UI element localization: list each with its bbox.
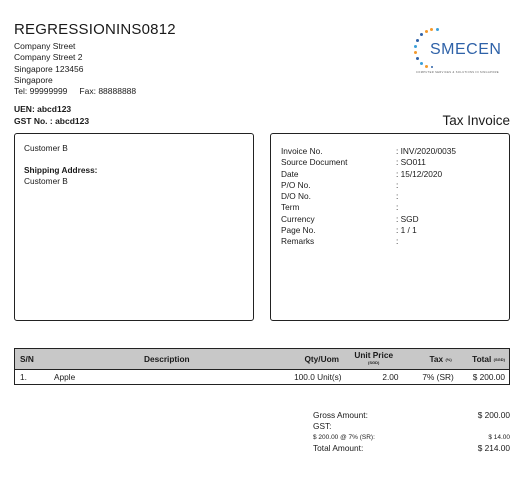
gross-amount-value: $ 200.00	[477, 410, 510, 420]
cell-sn: 1.	[20, 372, 27, 382]
table-row	[15, 370, 509, 384]
header-unit-price	[339, 349, 398, 369]
info-key: Source Document	[281, 157, 348, 168]
billing-box	[14, 133, 254, 321]
info-row-po-no	[281, 180, 499, 191]
info-key: Remarks	[281, 236, 315, 247]
header-unit-price-currency: (SGD)	[368, 360, 380, 365]
info-key: Page No.	[281, 225, 316, 236]
logo-dot-icon	[416, 57, 419, 60]
gst-row	[313, 421, 510, 432]
gst-line-row	[313, 433, 510, 443]
header-description: Description	[143, 354, 190, 364]
logo-dot-icon	[420, 62, 423, 65]
logo-dot-icon	[425, 30, 428, 33]
address-line-2: Company Street 2	[14, 52, 83, 63]
logo-dot-icon	[431, 66, 433, 68]
invoice-info-box	[270, 133, 510, 321]
logo-dot-icon	[414, 51, 417, 54]
info-value: : SO011	[396, 157, 426, 168]
document-title: Tax Invoice	[442, 113, 510, 128]
tel-number: Tel: 99999999	[14, 86, 68, 97]
registration-info	[14, 103, 89, 127]
shipping-address-label: Shipping Address:	[24, 165, 98, 175]
company-address	[14, 41, 136, 97]
gst-label: GST:	[313, 421, 332, 432]
header-total-label: Total	[472, 354, 492, 364]
cell-unit-price: 2.00	[382, 372, 399, 382]
cell-description: Apple	[53, 372, 76, 382]
address-line-1: Company Street	[14, 41, 76, 51]
info-key: Date	[281, 168, 299, 179]
info-row-source-document	[281, 157, 499, 168]
total-amount-row	[313, 443, 510, 454]
info-value: :	[396, 191, 399, 202]
header-qty: Qty/Uom	[304, 354, 340, 364]
info-key: Currency	[281, 213, 315, 224]
info-row-invoice-no	[281, 146, 499, 157]
logo-dot-icon	[420, 33, 423, 36]
info-row-currency	[281, 214, 499, 225]
info-value: : SGD	[396, 213, 419, 224]
cell-qty: 100.0 Unit(s)	[294, 372, 342, 382]
logo-dot-icon	[430, 28, 433, 31]
info-key: Invoice No.	[281, 146, 323, 156]
header-total	[452, 349, 509, 369]
header-tax	[398, 349, 451, 369]
uen-number: UEN: abcd123	[14, 104, 72, 114]
header-sn: S/N	[20, 354, 34, 364]
gross-amount-label: Gross Amount:	[313, 410, 368, 420]
info-row-page-no	[281, 225, 499, 236]
logo-dot-icon	[425, 65, 428, 68]
gst-line-label: $ 200.00 @ 7% (SR):	[313, 433, 375, 441]
header-tax-unit: (%)	[445, 356, 452, 362]
company-logo	[412, 27, 512, 81]
fax-number: Fax: 88888888	[79, 86, 137, 97]
gross-amount-row	[313, 410, 510, 421]
company-name: REGRESSIONINS0812	[14, 21, 176, 38]
info-value: : 15/12/2020	[396, 168, 443, 179]
contact-line	[14, 86, 136, 97]
gst-line-value: $ 14.00	[488, 433, 510, 441]
cell-tax: 7% (SR)	[422, 372, 454, 382]
info-key: P/O No.	[281, 179, 311, 190]
info-value: :	[396, 236, 399, 247]
shipping-customer-name: Customer B	[24, 176, 68, 186]
cell-total: $ 200.00	[472, 372, 505, 382]
info-row-do-no	[281, 191, 499, 202]
items-table	[14, 348, 510, 385]
gst-number: GST No. : abcd123	[14, 116, 90, 126]
logo-dot-icon	[436, 28, 439, 31]
header-total-currency: (SGD)	[493, 356, 505, 362]
header-tax-label: Tax	[429, 354, 444, 364]
info-value: :	[396, 202, 399, 213]
info-row-term	[281, 202, 499, 213]
customer-name: Customer B	[24, 143, 68, 153]
logo-dot-icon	[416, 39, 419, 42]
address-country: Singapore	[14, 74, 53, 85]
total-amount-value: $ 214.00	[477, 442, 510, 453]
totals-section	[313, 410, 510, 454]
info-key: D/O No.	[281, 191, 311, 202]
info-value: :	[396, 179, 399, 190]
info-row-remarks	[281, 236, 499, 247]
logo-dot-icon	[414, 45, 417, 48]
logo-tagline: COMPUTER SERVICES & SOLUTIONS IN SINGAPORE	[416, 71, 500, 74]
info-key: Term	[281, 202, 300, 213]
info-row-date	[281, 169, 499, 180]
header-unit-price-label: Unit Price	[354, 350, 394, 360]
total-amount-label: Total Amount:	[313, 442, 364, 453]
info-value: : INV/2020/0035	[396, 146, 456, 156]
logo-wordmark: SMECEN	[430, 41, 502, 58]
address-city: Singapore 123456	[14, 63, 84, 74]
items-table-header	[15, 349, 509, 370]
info-value: : 1 / 1	[396, 225, 417, 236]
